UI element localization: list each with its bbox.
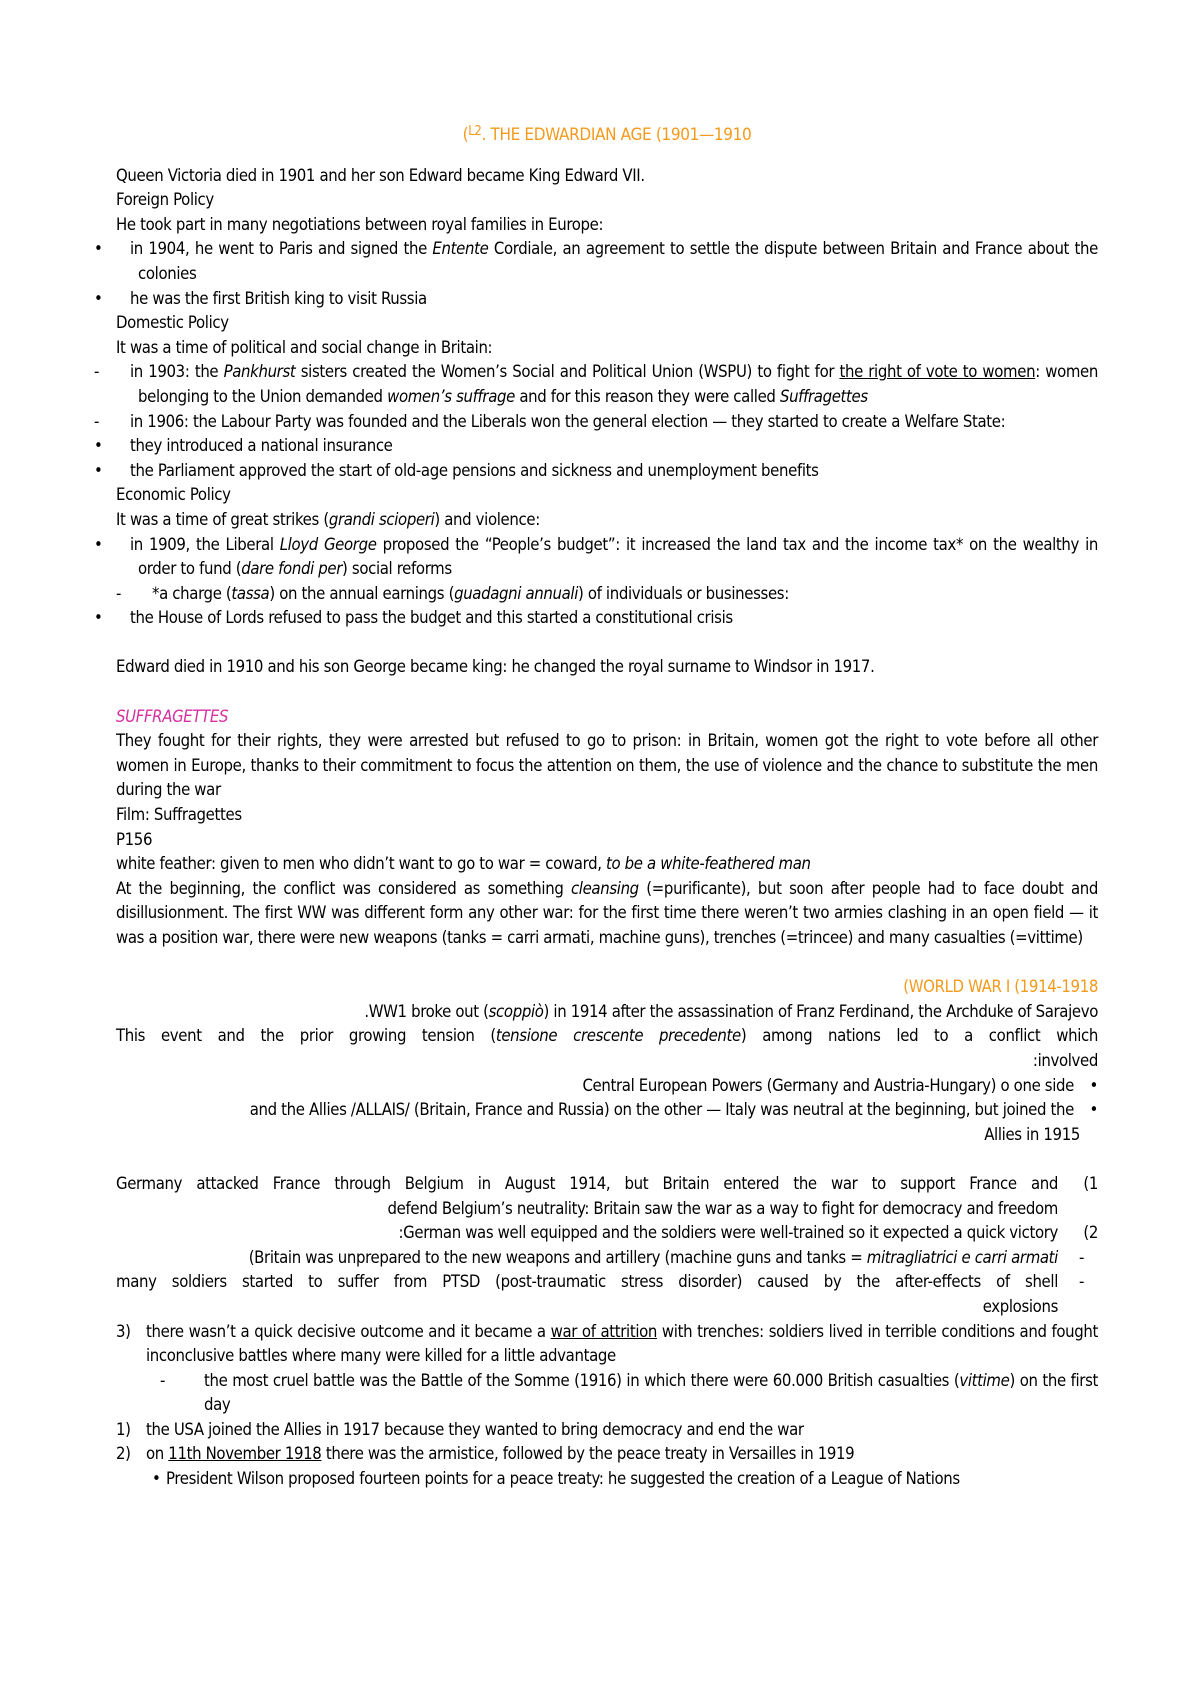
economic-intro: It was a time of great strikes (grandi scioperi) and violence:	[116, 509, 540, 529]
list-item: • President Wilson proposed fourteen points for a peace treaty: he suggested the creation of a League of Nations	[116, 1467, 1098, 1492]
list-item: • they introduced a national insurance	[116, 434, 1098, 459]
numbered-item: :German was well equipped and the soldiers were well-trained so it expected a quick victory (2	[116, 1221, 1098, 1246]
list-item: Central European Powers (Germany and Austria-Hungary) o one side •	[116, 1074, 1098, 1099]
numbered-item: 1) the USA joined the Allies in 1917 because they wanted to bring democracy and end the war	[116, 1419, 804, 1439]
numbered-item: 2) on 11th November 1918 there was the armistice, followed by the peace treaty in Versailles in 1919	[116, 1444, 855, 1464]
numbered-item: Germany attacked France through Belgium in August 1914, but Britain entered the war to support France and defend Belgium’s neutrality: Britain saw the war as a way to fight for democracy and freedom (1	[116, 1173, 1098, 1218]
bullet-icon: •	[1089, 1075, 1098, 1095]
dash-icon: -	[116, 583, 122, 603]
ww1-line: :involved	[1032, 1050, 1098, 1070]
list-item: (Britain was unprepared to the new weapons and artillery (machine guns and tanks = mitragliatrici e carri armati -	[116, 1246, 1098, 1271]
document-body	[94, 120, 1098, 1492]
ww1-line: This event and the prior growing tension (tensione crescente precedente) among nations led to a conflict which	[116, 1026, 1098, 1046]
film-line: Film: Suffragettes	[116, 805, 242, 825]
dash-icon: -	[94, 411, 100, 431]
page-title	[116, 120, 1098, 148]
white-feather-line: white feather: given to men who didn’t want to go to war = coward, to be a white-feathered man	[116, 854, 811, 874]
ww1-line: .WW1 broke out (scoppiò) in 1914 after the assassination of Franz Ferdinand, the Archduke of Sarajevo	[364, 1001, 1098, 1021]
list-item: • in 1909, the Liberal Lloyd George proposed the “People’s budget”: it increased the land tax and the income tax* on the wealthy in order to fund (dare fondi per) social reforms	[94, 534, 1098, 579]
heading-domestic-policy: Domestic Policy	[116, 313, 229, 333]
number-marker: (1	[1083, 1173, 1098, 1193]
numbered-item: 3) there wasn’t a quick decisive outcome and it became a war of attrition with trenches: soldiers lived in terrible conditions and fought inconclusive battles where many were killed for a little advantage	[116, 1321, 1098, 1366]
bullet-icon: •	[94, 460, 103, 480]
title-text: . THE EDWARDIAN AGE (1901—1910	[481, 125, 752, 145]
dash-icon: -	[94, 362, 100, 382]
beginning-paragraph: At the beginning, the conflict was considered as something cleansing (=purificante), but soon after people had to face doubt and disillusionment. The first WW was different form any other war: for the first time there weren’t two armies clashing in an open field — it was a position war, there were new weapons (tanks = carri armati, machine guns), trenches (=trincee) and many casualties (=vittime)	[116, 878, 1098, 947]
heading-world-war-1: (WORLD WAR I (1914-1918	[903, 977, 1098, 997]
bullet-icon: •	[94, 436, 103, 456]
heading-suffragettes: SUFFRAGETTES	[116, 706, 229, 726]
list-item: - in 1903: the Pankhurst sisters created the Women’s Social and Political Union (WSPU) to fight for the right of vote to women: women belonging to the Union demanded women’s suffrage and for this reason they were called Suffragettes	[94, 362, 1098, 406]
list-item: - the most cruel battle was the Battle of the Somme (1916) in which there were 60.000 British casualties (vittime) on the first day	[160, 1370, 1098, 1415]
bullet-icon: •	[94, 239, 103, 259]
heading-economic-policy: Economic Policy	[116, 485, 231, 505]
list-item-continuation: Allies in 1915	[984, 1124, 1080, 1144]
list-item: - in 1906: the Labour Party was founded and the Liberals won the general election — they started to create a Welfare State:	[116, 410, 1098, 435]
bullet-icon: •	[1089, 1100, 1098, 1120]
bullet-icon: •	[94, 288, 103, 308]
heading-foreign-policy: Foreign Policy	[116, 190, 214, 210]
title-sup: L2	[468, 124, 482, 139]
page-reference: P156	[116, 829, 153, 849]
list-item: • in 1904, he went to Paris and signed the Entente Cordiale, an agreement to settle the dispute between Britain and France about the colonies	[94, 239, 1098, 283]
intro-paragraph: Queen Victoria died in 1901 and her son Edward became King Edward VII.	[116, 165, 645, 185]
dash-icon: -	[160, 1370, 166, 1390]
suffragettes-paragraph: They fought for their rights, they were arrested but refused to go to prison: in Britain, women got the right to vote before all other women in Europe, thanks to their commitment to focus the attention on them, the use of violence and the chance to substitute the men during the war	[116, 731, 1098, 800]
list-item: • he was the first British king to visit Russia	[116, 287, 1098, 312]
number-marker: (2	[1083, 1223, 1098, 1243]
list-item: • the House of Lords refused to pass the budget and this started a constitutional crisis	[116, 606, 1098, 631]
dash-icon: -	[1078, 1272, 1084, 1292]
bullet-icon: •	[94, 608, 103, 628]
dash-icon: -	[1078, 1247, 1084, 1267]
list-item: - *a charge (tassa) on the annual earnings (guadagni annuali) of individuals or businesses:	[116, 582, 1098, 607]
list-item: • the Parliament approved the start of old-age pensions and sickness and unemployment benefits	[116, 459, 1098, 484]
foreign-intro: He took part in many negotiations between royal families in Europe:	[116, 214, 604, 234]
edward-paragraph: Edward died in 1910 and his son George became king: he changed the royal surname to Windsor in 1917.	[116, 657, 875, 677]
bullet-icon: •	[94, 534, 103, 554]
title-prefix: (	[462, 125, 469, 145]
list-item: and the Allies /ALLAIS/ (Britain, France and Russia) on the other — Italy was neutral at the beginning, but joined the •	[116, 1098, 1098, 1123]
list-item: many soldiers started to suffer from PTSD (post-traumatic stress disorder) caused by the after-effects of shell explosions -	[116, 1272, 1084, 1316]
domestic-intro: It was a time of political and social change in Britain:	[116, 337, 493, 357]
bullet-icon: •	[152, 1469, 161, 1489]
